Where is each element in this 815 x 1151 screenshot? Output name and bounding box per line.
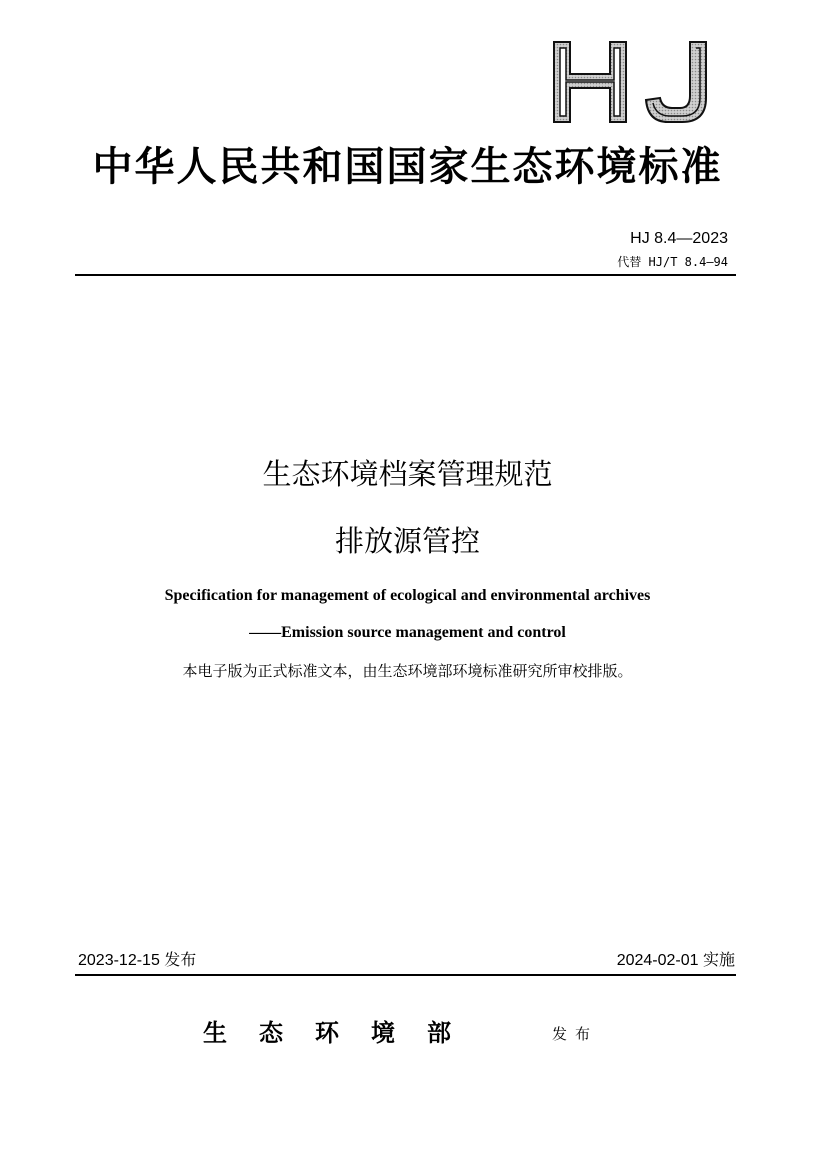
publisher-name: 生态环境部 [203, 1018, 483, 1047]
header-divider [75, 274, 736, 276]
hj-logo [550, 40, 715, 124]
edition-note: 本电子版为正式标准文本，由生态环境部环境标准研究所审校排版。 [182, 662, 633, 680]
standard-number: HJ 8.4—2023 [630, 230, 728, 247]
english-subtitle: ——Emission source management and control [249, 624, 566, 641]
publish-label: 发布 [552, 1025, 599, 1043]
issue-date: 2023-12-15 发布 [78, 952, 197, 969]
organization-title: 中华人民共和国国家生态环境标准 [92, 143, 723, 190]
english-title: Specification for management of ecological and environmental archives [164, 587, 651, 604]
replaces-standard: 代替 HJ/T 8.4—94 [617, 255, 728, 269]
implementation-date: 2024-02-01 实施 [616, 952, 735, 969]
document-title: 生态环境档案管理规范 [262, 457, 553, 491]
footer-divider [75, 974, 736, 976]
document-subtitle: 排放源管控 [334, 524, 480, 558]
